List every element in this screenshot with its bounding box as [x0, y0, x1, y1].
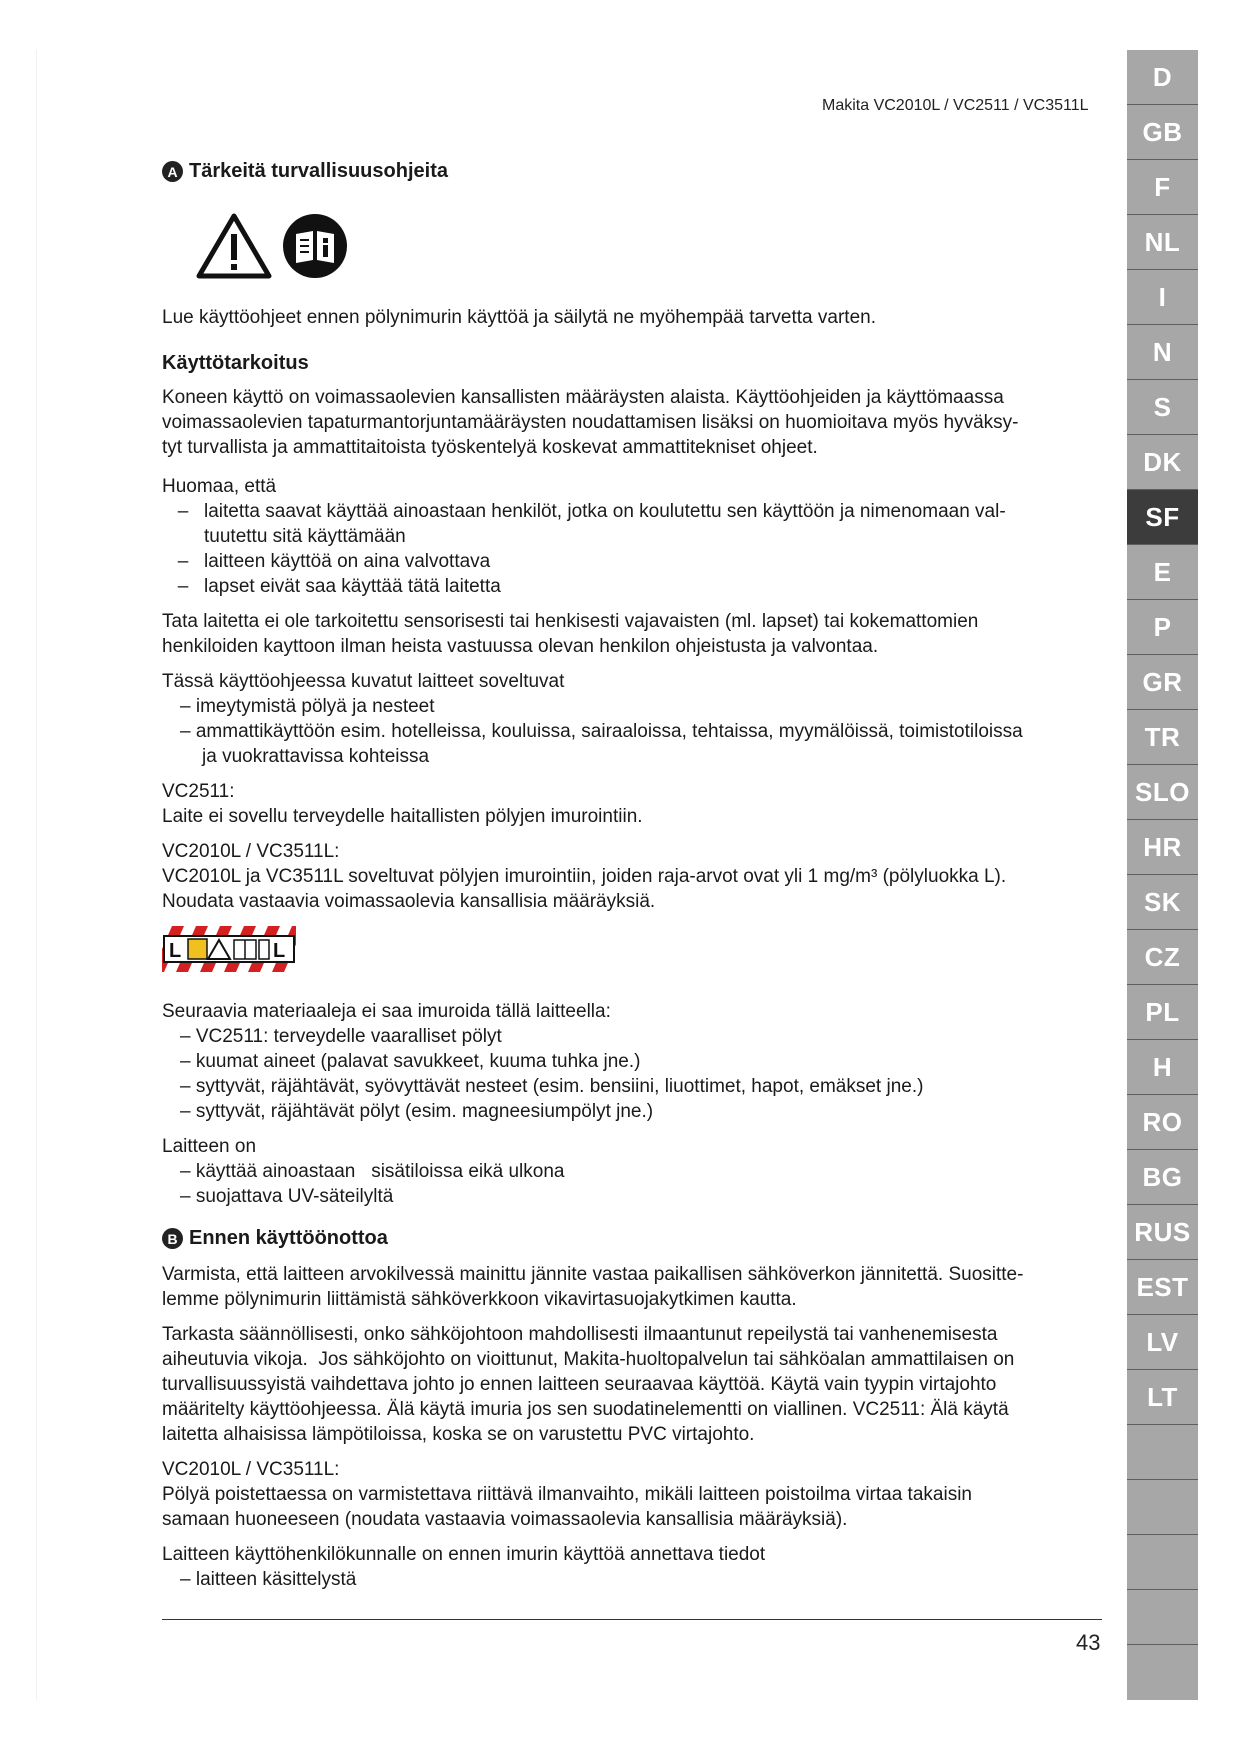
section-a-title	[162, 160, 1102, 183]
ventilation-label: VC2010L / VC3511L:	[162, 1459, 340, 1480]
list-item	[162, 524, 1102, 549]
ventilation-block	[162, 1457, 1102, 1532]
text-line: Varmista, että laitteen arvokilvessä mainittu jännite vastaa paikallisen sähköverkon jännitettä. Suositte-	[162, 1264, 1024, 1285]
list-item-text: tuutettu sitä käyttämään	[204, 526, 406, 547]
lang-tab-e[interactable]: E	[1127, 545, 1198, 600]
list-item: – laitteen käsittelystä	[180, 1569, 357, 1590]
lang-tab-bg[interactable]: BG	[1127, 1150, 1198, 1205]
lang-tab-slo[interactable]: SLO	[1127, 765, 1198, 820]
list-item: – käyttää ainoastaan sisätiloissa eikä ulkona	[180, 1161, 565, 1182]
text-line: laitetta alhaisissa lämpötiloissa, koska se on varustettu PVC virtajohto.	[162, 1424, 755, 1445]
lang-tab-empty	[1127, 1480, 1198, 1535]
list-item: – laitetta saavat käyttää ainoastaan henkilöt, jotka on koulutettu sen käyttöön ja nimenomaan val-	[177, 501, 1006, 522]
text-line: aiheutuvia vikoja. Jos sähköjohto on vioittunut, Makita-huoltopalvelun tai sähköalan ammattilaisen on	[162, 1349, 1015, 1370]
lang-tab-s[interactable]: S	[1127, 380, 1198, 435]
footer-rule	[162, 1619, 1102, 1620]
safety-icons	[196, 213, 1102, 279]
read-manual-icon	[282, 213, 348, 279]
section-b-title	[162, 1227, 1102, 1250]
list-item-text: laitetta saavat käyttää ainoastaan henkilöt, jotka on koulutettu sen käyttöön ja nimenomaan val-	[204, 501, 1006, 522]
list-item: – kuumat aineet (palavat savukkeet, kuuma tuhka jne.)	[180, 1051, 641, 1072]
list-item: – suojattava UV-säteilyltä	[180, 1186, 394, 1207]
warning-triangle-icon	[196, 213, 272, 279]
lang-tab-lv[interactable]: LV	[1127, 1315, 1198, 1370]
lang-tab-sf[interactable]: SF	[1127, 490, 1198, 545]
lang-tab-rus[interactable]: RUS	[1127, 1205, 1198, 1260]
document-header: Makita VC2010L / VC2511 / VC3511L	[822, 97, 1089, 114]
cord-text	[162, 1322, 1102, 1447]
text-line: lemme pölynimurin liittämistä sähköverkkoon vikavirtasuojakytkimen kautta.	[162, 1289, 797, 1310]
vc2511-block	[162, 779, 1102, 829]
text-line: Noudata vastaavia voimassaolevia kansallisia määräyksiä.	[162, 891, 656, 912]
lang-tab-n[interactable]: N	[1127, 325, 1198, 380]
dust-class-letter: L	[273, 940, 286, 962]
lang-tab-d[interactable]: D	[1127, 50, 1198, 105]
dust-class-letter: L	[169, 940, 182, 962]
text-line: Koneen käyttö on voimassaolevien kansallisten määräysten alaista. Käyttöohjeiden ja käyttömaassa	[162, 387, 1004, 408]
text-line: Pölyä poistettaessa on varmistettava riittävä ilmanvaihto, mikäli laitteen poistoilma virtaa takaisin	[162, 1484, 972, 1505]
list-item: – syttyvät, räjähtävät pölyt (esim. magneesiumpölyt jne.)	[180, 1101, 654, 1122]
text-line: Tata laitetta ei ole tarkoitettu sensorisesti tai henkisesti vajavaisten (ml. lapset) tai kokemattomien	[162, 611, 979, 632]
list-item-text: laitteen käyttöä on aina valvottava	[204, 551, 491, 572]
section-a-title-text: Tärkeitä turvallisuusohjeita	[189, 160, 448, 182]
lang-tab-f[interactable]: F	[1127, 160, 1198, 215]
lang-tab-empty	[1127, 1590, 1198, 1645]
purpose-heading: Käyttötarkoitus	[162, 352, 309, 374]
staff-intro: Laitteen käyttöhenkilökunnalle on ennen imurin käyttöä annettava tiedot	[162, 1544, 766, 1565]
list-item: ja vuokrattavissa kohteissa	[202, 746, 430, 767]
text-line: voimassaolevien tapaturmantorjuntamääräysten noudattamisen lisäksi on huomioitava myös hyväksy-	[162, 412, 1019, 433]
suitable-intro: Tässä käyttöohjeessa kuvatut laitteet soveltuvat	[162, 671, 565, 692]
device-block	[162, 1134, 1102, 1209]
lang-tab-est[interactable]: EST	[1127, 1260, 1198, 1315]
forbidden-intro: Seuraavia materiaaleja ei saa imuroida tällä laitteella:	[162, 1001, 611, 1022]
lang-tab-empty	[1127, 1535, 1198, 1590]
list-item: – VC2511: terveydelle vaaralliset pölyt	[180, 1026, 502, 1047]
lang-tab-lt[interactable]: LT	[1127, 1370, 1198, 1425]
device-intro: Laitteen on	[162, 1136, 257, 1157]
list-item: – ammattikäyttöön esim. hotelleissa, kouluissa, sairaaloissa, tehtaissa, myymälöissä, toimistotiloissa	[180, 721, 1023, 742]
list-item: – syttyvät, räjähtävät, syövyttävät nesteet (esim. bensiini, liuottimet, hapot, emäkset jne.)	[180, 1076, 924, 1097]
list-item-text: lapset eivät saa käyttää tätä laitetta	[204, 576, 501, 597]
section-b-title-text: Ennen käyttöönottoa	[189, 1227, 388, 1249]
list-item: – laitteen käyttöä on aina valvottava	[177, 551, 491, 572]
lang-tab-tr[interactable]: TR	[1127, 710, 1198, 765]
text-line: Tarkasta säännöllisesti, onko sähköjohtoon mahdollisesti ilmaantunut repeilystä tai vanhenemisesta	[162, 1324, 998, 1345]
section-b-marker: B	[162, 1228, 183, 1249]
lang-tab-pl[interactable]: PL	[1127, 985, 1198, 1040]
lang-tab-p[interactable]: P	[1127, 600, 1198, 655]
lang-tab-i[interactable]: I	[1127, 270, 1198, 325]
list-item: – lapset eivät saa käyttää tätä laitetta	[177, 576, 501, 597]
text-line: VC2010L ja VC3511L soveltuvat pölyjen imurointiin, joiden raja-arvot ovat yli 1 mg/m³ (pölyluokka L).	[162, 866, 1007, 887]
lang-tab-gb[interactable]: GB	[1127, 105, 1198, 160]
dust-class-l-label-icon	[162, 926, 296, 972]
page-edge	[36, 50, 37, 1700]
note-block	[162, 474, 1102, 599]
page-number: 43	[1076, 1630, 1101, 1655]
read-manual-text: Lue käyttöohjeet ennen pölynimurin käyttöä ja säilytä ne myöhempää tarvetta varten.	[162, 307, 876, 328]
text-line: henkiloiden kayttoon ilman heista vastuussa olevan henkilon ohjeistusta ja valvontaa.	[162, 636, 879, 657]
lang-tab-nl[interactable]: NL	[1127, 215, 1198, 270]
forbidden-block	[162, 999, 1102, 1124]
lang-tab-ro[interactable]: RO	[1127, 1095, 1198, 1150]
lang-tab-h[interactable]: H	[1127, 1040, 1198, 1095]
voltage-text	[162, 1262, 1102, 1312]
text-line: samaan huoneeseen (noudata vastaavia voimassaolevia kansallisia määräyksiä).	[162, 1509, 848, 1530]
vc2010l-label: VC2010L / VC3511L:	[162, 841, 340, 862]
lang-tab-empty	[1127, 1425, 1198, 1480]
suitable-block	[162, 669, 1102, 769]
purpose-text	[162, 385, 1102, 460]
text-line: tyt turvallista ja ammattitaitoista työskentelyä koskevat ammattitekniset ohjeet.	[162, 437, 818, 458]
vc2511-label: VC2511:	[162, 781, 235, 802]
lang-tab-gr[interactable]: GR	[1127, 655, 1198, 710]
not-intended-text	[162, 609, 1102, 659]
list-item: – imeytymistä pölyä ja nesteet	[180, 696, 435, 717]
section-a-marker: A	[162, 161, 183, 182]
lang-tab-dk[interactable]: DK	[1127, 435, 1198, 490]
main-content	[162, 160, 1102, 1592]
lang-tab-sk[interactable]: SK	[1127, 875, 1198, 930]
text-line: turvallisuussyistä vaihdettava johto jo ennen laitteen seuraavaa käyttöä. Käytä vain tyypin virtajohto	[162, 1374, 997, 1395]
language-index	[1127, 50, 1198, 1700]
staff-block	[162, 1542, 1102, 1592]
lang-tab-cz[interactable]: CZ	[1127, 930, 1198, 985]
vc2511-text: Laite ei sovellu terveydelle haitallisten pölyjen imurointiin.	[162, 806, 643, 827]
note-intro: Huomaa, että	[162, 476, 277, 497]
text-line: määritelty käyttöohjeessa. Älä käytä imuria jos sen suodatinelementti on viallinen. VC2511: Älä käytä	[162, 1399, 1009, 1420]
lang-tab-hr[interactable]: HR	[1127, 820, 1198, 875]
vc2010l-block	[162, 839, 1102, 914]
